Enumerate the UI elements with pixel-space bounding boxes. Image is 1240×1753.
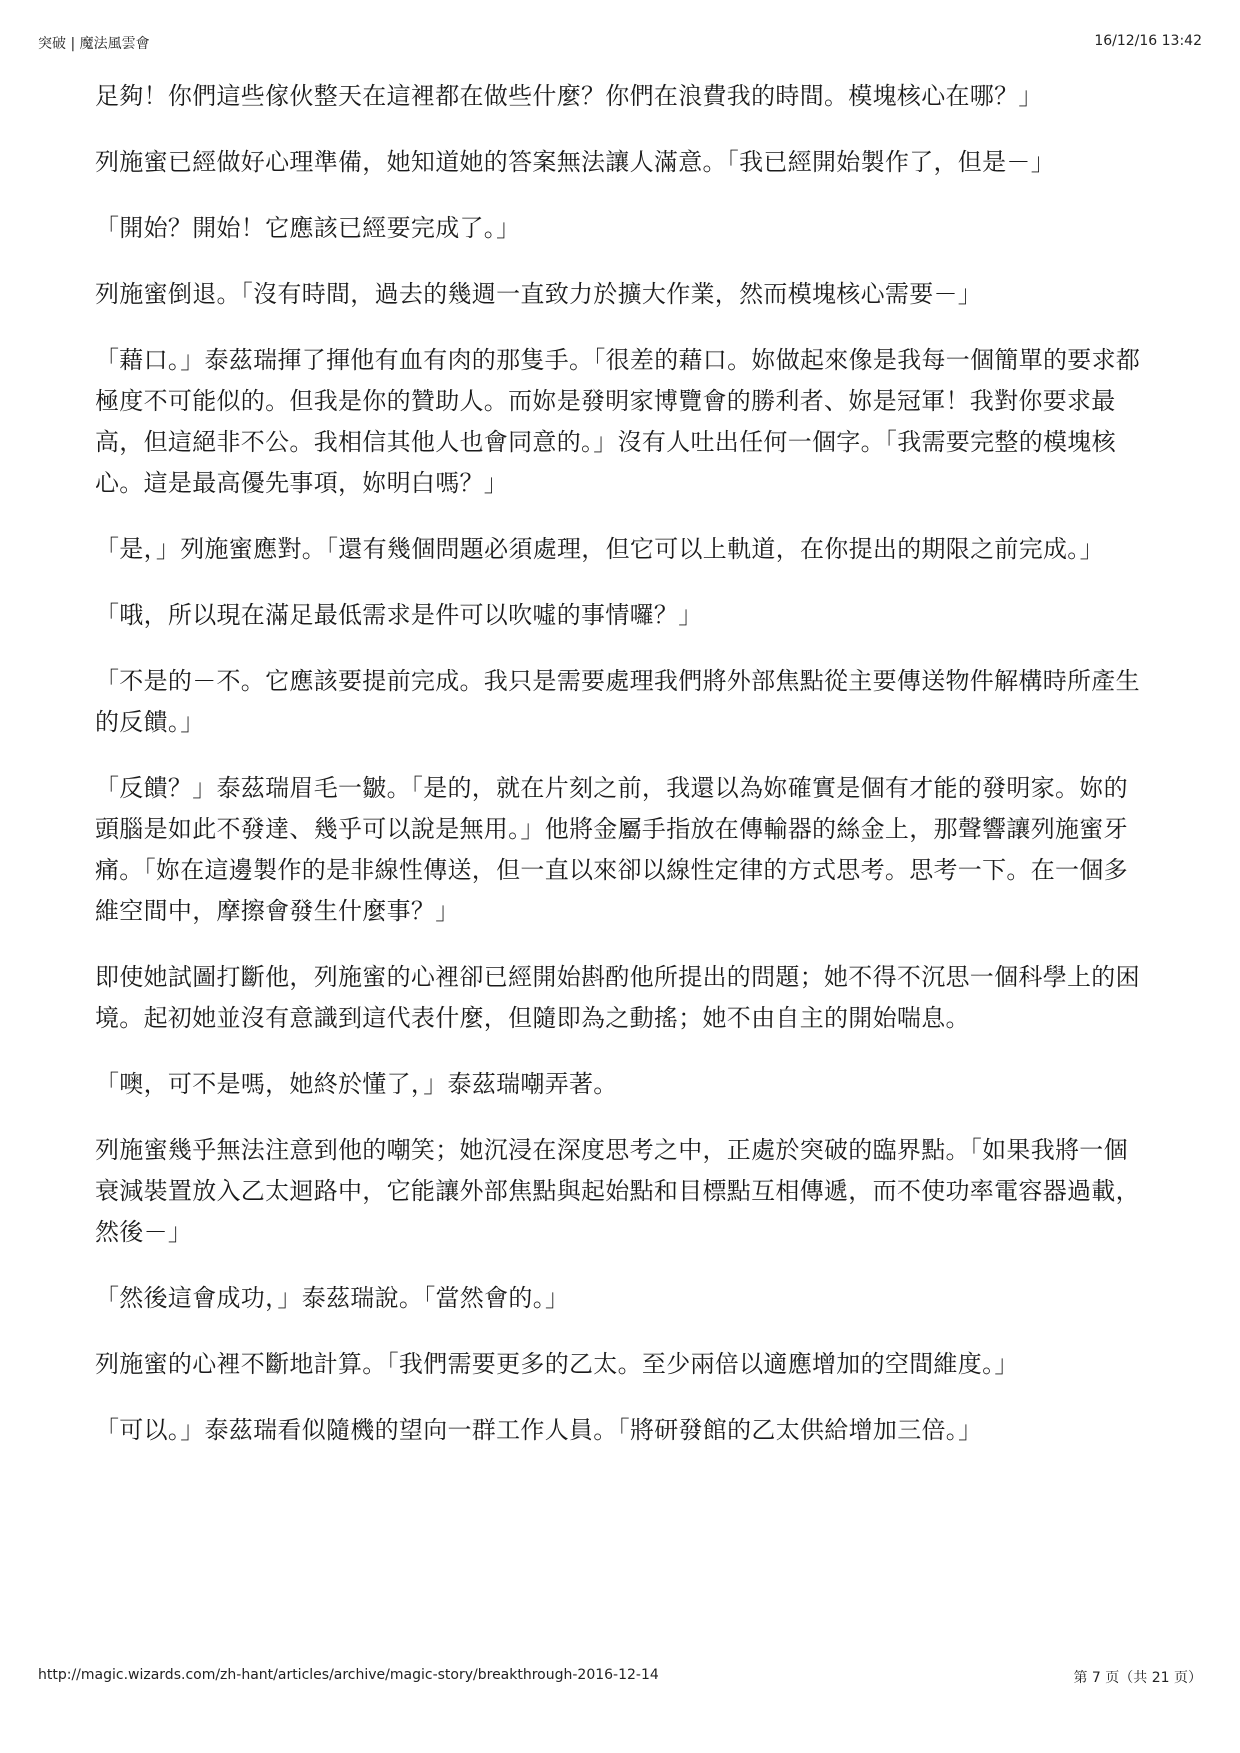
paragraph: 「然後這會成功，」泰茲瑞說。「當然會的。」 xyxy=(95,1284,570,1312)
paragraph: 「藉口。」泰茲瑞揮了揮他有血有肉的那隻手。「很差的藉口。妳做起來像是我每一個簡單的要求都極度不可能似的。但我是你的贊助人。而妳是發明家博覽會的勝利者、妳是冠軍！我對你要求最高，但這絕非不公。我相信其他人也會同意的。」沒有人吐出任何一個字。「我需要完整的模塊核心。這是最高優先事項，妳明白嗎？」 xyxy=(95,346,1141,497)
paragraph: 「可以。」泰茲瑞看似隨機的望向一群工作人員。「將研發館的乙太供給增加三倍。」 xyxy=(95,1416,983,1444)
paragraph: 列施蜜倒退。「沒有時間，過去的幾週一直致力於擴大作業，然而模塊核心需要－」 xyxy=(95,280,983,308)
article-body xyxy=(95,76,1145,1476)
paragraph: 「反饋？」泰茲瑞眉毛一皺。「是的，就在片刻之前，我還以為妳確實是個有才能的發明家。妳的頭腦是如此不發達、幾乎可以說是無用。」他將金屬手指放在傳輸器的絲金上，那聲響讓列施蜜牙痛。「妳在這邊製作的是非線性傳送，但一直以來卻以線性定律的方式思考。思考一下。在一個多維空間中，摩擦會發生什麼事？」 xyxy=(95,774,1128,925)
source-url: http://magic.wizards.com/zh-hant/articles/archive/magic-story/breakthrough-2016-12-14 xyxy=(38,1667,659,1683)
page-number: 第 7 页（共 21 页） xyxy=(1073,1670,1202,1686)
paragraph: 列施蜜的心裡不斷地計算。「我們需要更多的乙太。至少兩倍以適應增加的空間維度。」 xyxy=(95,1350,1019,1378)
paragraph: 「是，」列施蜜應對。「還有幾個問題必須處理，但它可以上軌道，在你提出的期限之前完成。」 xyxy=(95,535,1104,563)
page-footer xyxy=(38,1667,1202,1691)
page-title: 突破 | 魔法風雲會 xyxy=(38,36,150,52)
paragraph: 即使她試圖打斷他，列施蜜的心裡卻已經開始斟酌他所提出的問題；她不得不沉思一個科學上的困境。起初她並沒有意識到這代表什麼，但隨即為之動搖；她不由自主的開始喘息。 xyxy=(95,963,1140,1032)
paragraph: 列施蜜幾乎無法注意到他的嘲笑；她沉浸在深度思考之中，正處於突破的臨界點。「如果我將一個衰減裝置放入乙太迴路中，它能讓外部焦點與起始點和目標點互相傳遞，而不使功率電容器過載，然後－」 xyxy=(95,1136,1140,1246)
paragraph: 「開始？開始！它應該已經要完成了。」 xyxy=(95,214,521,242)
paragraph: 「哦，所以現在滿足最低需求是件可以吹噓的事情囉？」 xyxy=(95,601,703,629)
page-header xyxy=(38,33,1202,57)
paragraph: 「不是的－不。它應該要提前完成。我只是需要處理我們將外部焦點從主要傳送物件解構時所產生的反饋。」 xyxy=(95,667,1140,736)
print-datetime: 16/12/16 13:42 xyxy=(1094,33,1202,49)
paragraph: 列施蜜已經做好心理準備，她知道她的答案無法讓人滿意。「我已經開始製作了，但是－」 xyxy=(95,148,1055,176)
paragraph: 「噢，可不是嗎，她終於懂了，」泰茲瑞嘲弄著。 xyxy=(95,1070,618,1098)
paragraph: 足夠！你們這些傢伙整天在這裡都在做些什麼？你們在浪費我的時間。模塊核心在哪？」 xyxy=(95,82,1043,110)
